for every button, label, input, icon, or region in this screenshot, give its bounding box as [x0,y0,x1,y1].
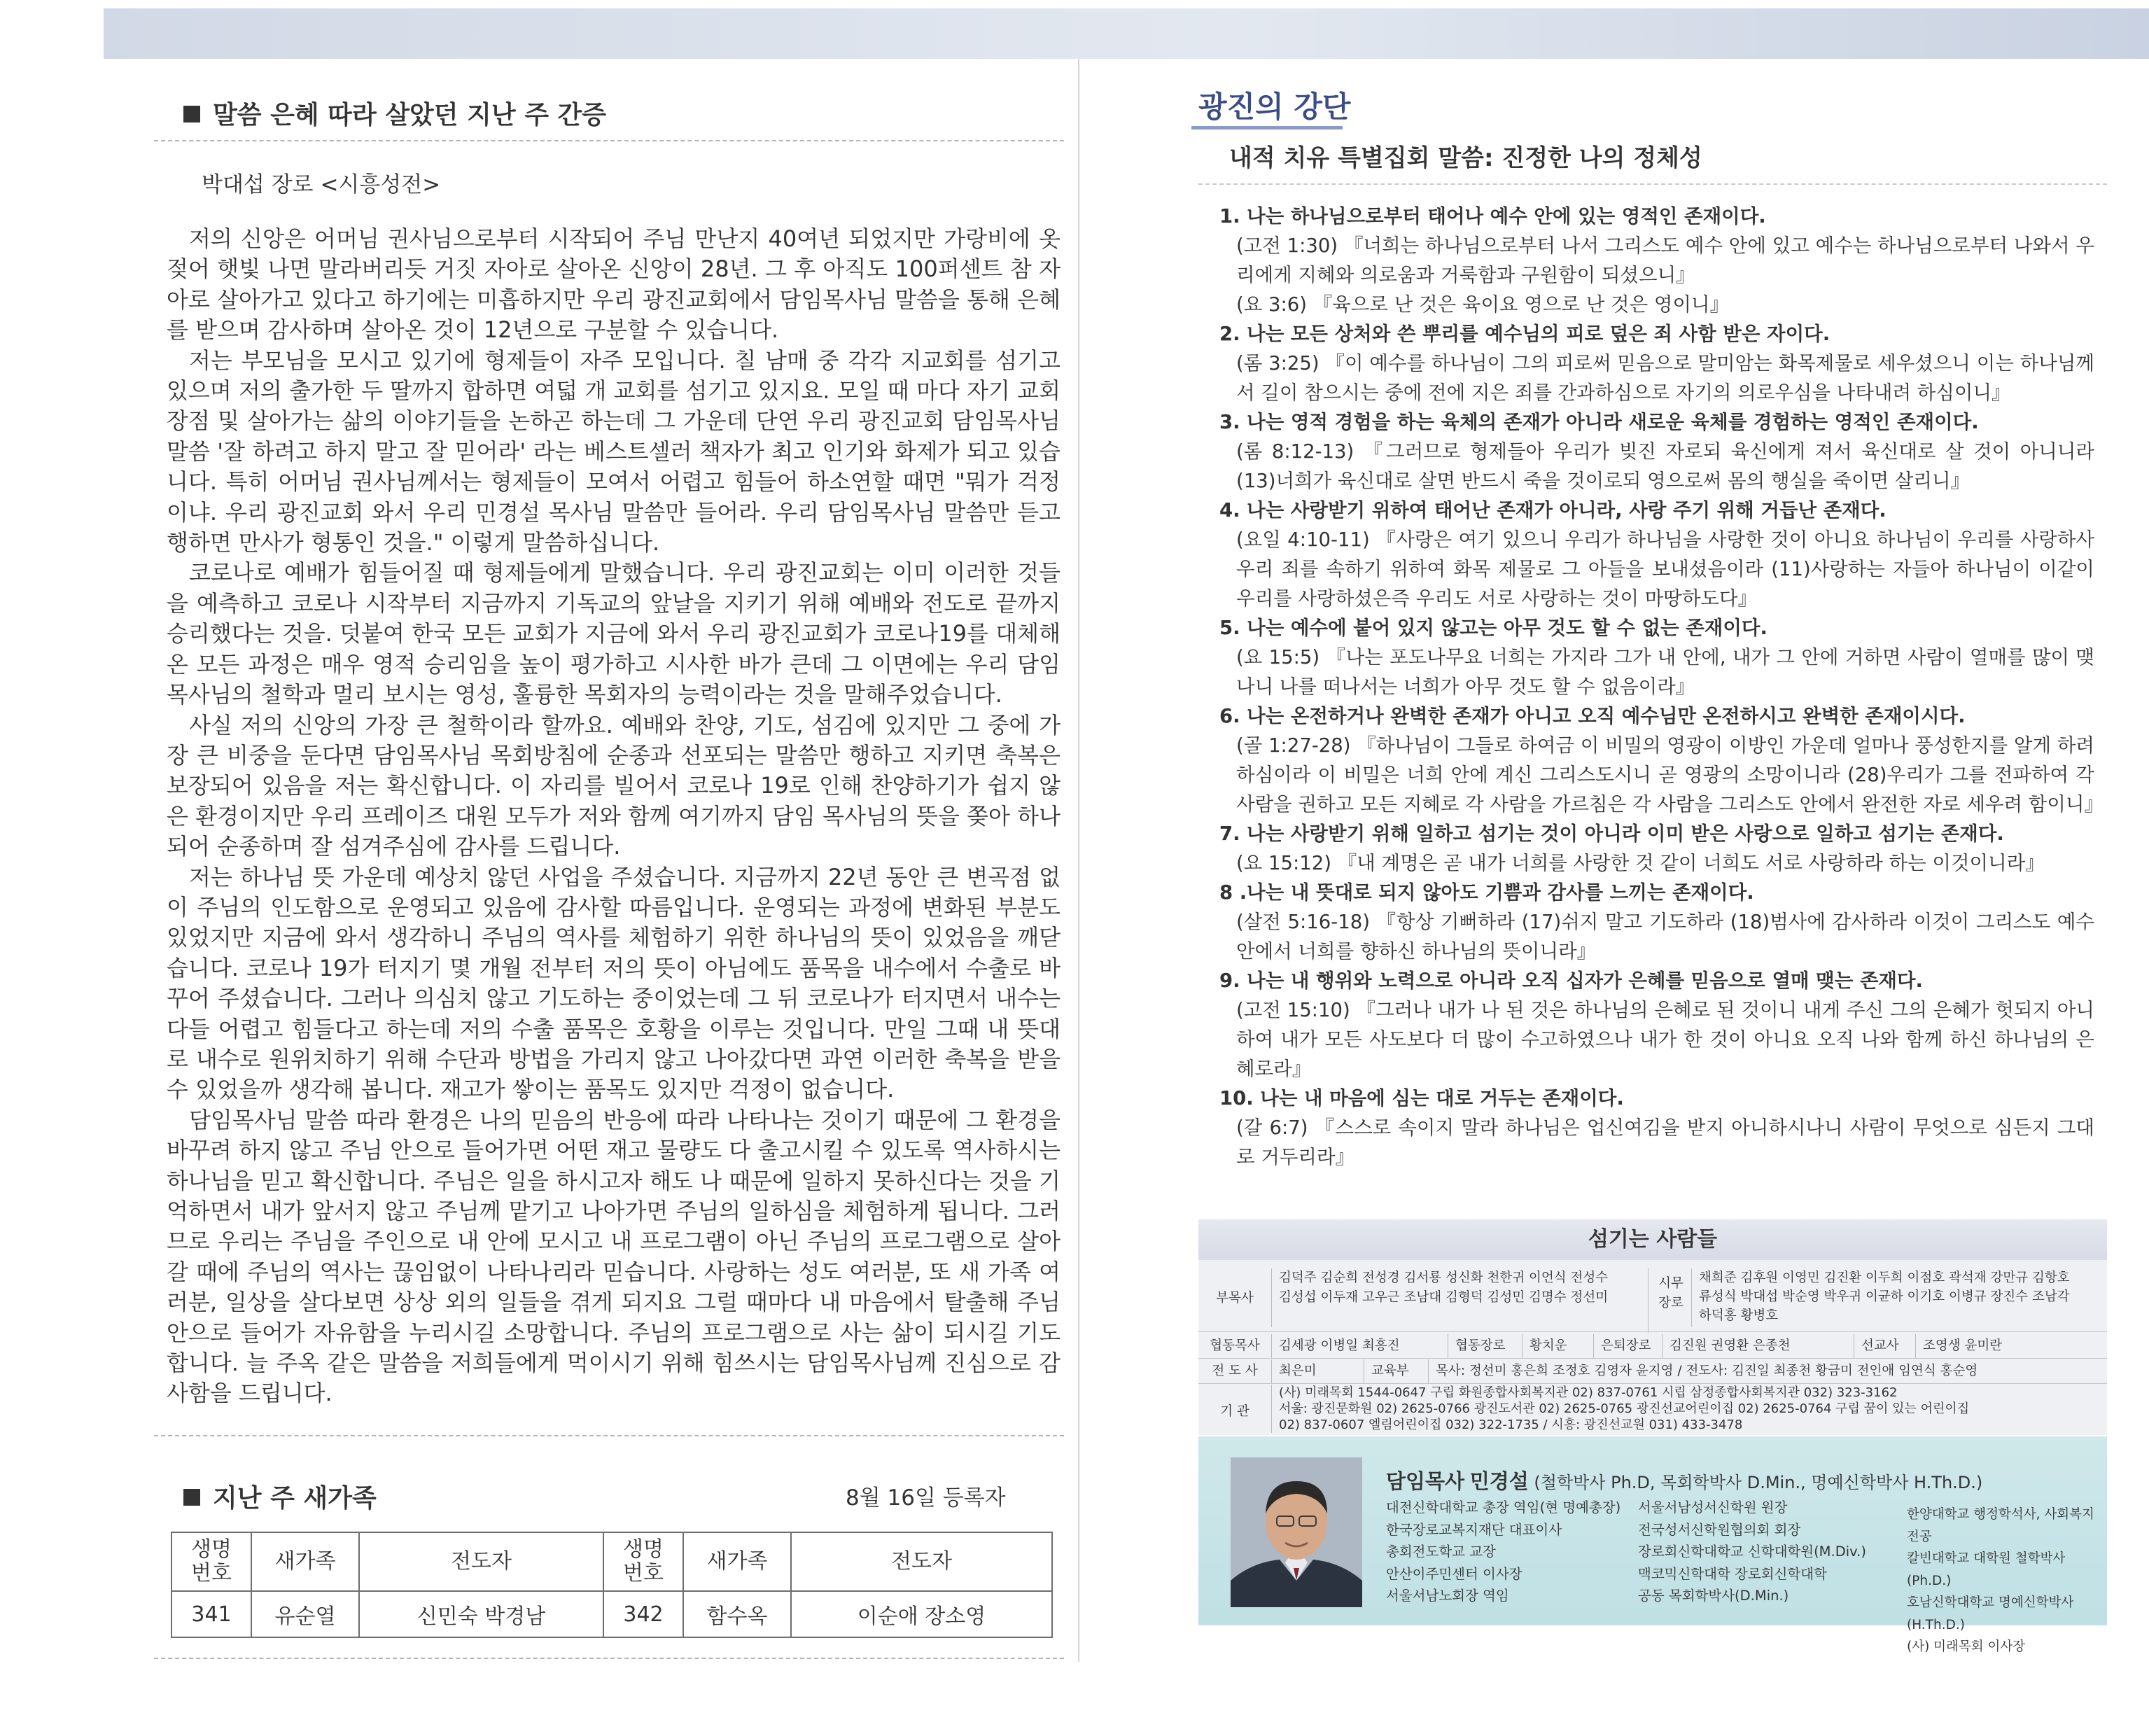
assoc-pastors-row [1198,1266,2107,1330]
institution-line: 02) 837-0607 엘림어린이집 032) 322-1735 / 시흥: 광진선교원 031) 433-3478 [1279,1418,1743,1432]
header-text: 생명 번호 [623,1537,664,1586]
column-header: 새가족 [683,1532,791,1591]
scripture-verse: (고전 1:30) 『너희는 하나님으로부터 나서 그리스도 예수 안에 있고 예수는 하나님으로부터 나와서 우리에게 지혜와 의로움과 거룩함과 구원함이 되셨으니』 [1236,234,2094,286]
item-heading: 10. 나는 내 마음에 심는 대로 거두는 존재이다. [1219,1087,1624,1110]
missionary-names: 조영생 윤미란 [1915,1334,2077,1358]
career-item: 서울서남노회장 역임 [1386,1588,1509,1604]
registration-date: 8월 16일 등록자 [846,1485,1006,1511]
pastor-career-col3 [1907,1504,2103,1658]
column-header: 전도자 [359,1532,603,1591]
row-label: 부목사 [1216,1291,1254,1306]
career-item: 한양대학교 행정학석사, 사회복지 전공 [1907,1507,2094,1544]
servers-box [1198,1219,2107,1435]
item-heading: 2. 나는 모든 상처와 쓴 뿌리를 예수님의 피로 덮은 죄 사함 받은 자이다. [1219,323,1830,345]
coop-row [1198,1334,2107,1358]
section-divider [154,1435,1064,1436]
table-cell: 함수옥 [683,1591,791,1637]
table-cell: 신민숙 박경남 [359,1591,603,1637]
column-divider [1078,59,1079,1662]
career-item: 공동 목회학박사(D.Min.) [1638,1588,1789,1604]
column-header [603,1532,683,1591]
coop-pastor-names: 김세광 이병일 최흥진 [1271,1334,1447,1358]
row-label: 교육부 [1364,1359,1427,1383]
scripture-verse: (갈 6:7) 『스스로 속이지 말라 하나님은 업신여김을 받지 아니하시나니 사람이 무엇으로 심든지 그대로 거두리라』 [1236,1116,2094,1168]
career-item: 장로회신학대학교 신학대학원(M.Div.) [1638,1544,1866,1560]
item-heading: 4. 나는 사랑받기 위하여 태어난 존재가 아니라, 사랑 주기 위해 거듭난 존재다. [1219,499,1886,522]
institution-line: 서울: 광진문화원 02) 2625-0766 광진도서관 02) 2625-0765 광진선교어린이집 02) 2625-0764 구립 꿈이 있는 어린이집 [1279,1401,1970,1416]
row-label: 협동장로 [1448,1334,1522,1358]
pastor-name: 민경설 [1469,1469,1529,1493]
institution-list [1271,1385,2105,1433]
pastor-photo [1231,1457,1362,1607]
subtitle-divider [1198,183,2107,185]
bottom-divider [154,1658,1064,1659]
institution-line: (사) 미래목회 1544-0647 구립 화원종합사회복지관 02) 837-0761 시립 삼정종합사회복지관 032) 323-3162 [1279,1385,1898,1400]
row-label: 전 도 사 [1212,1364,1258,1378]
column-header: 새가족 [251,1532,359,1591]
item-heading: 1. 나는 하나님으로부터 태어나 예수 안에 있는 영적인 존재이다. [1219,205,1766,227]
title-divider [154,140,1064,141]
testimony-paragraph: 사실 저의 신앙의 가장 큰 철학이라 할까요. 예배와 찬양, 기도, 섬김에 있지만 그 중에 가장 큰 비중을 둔다면 담임목사님 목회방침에 순종과 선포되는 말씀만 행하고 지키면 축복은 보장되어 있음을 저는 확신합니다. 이 자리를 빌어서 코로나 19로 인해 찬양하기가 쉽지 않은 환경이지만 우리 프레이즈 대원 모두가 저와 함께 여기까지 담임 목사님의 뜻을 쫒아 하나 되어 순종하며 잘 섬겨주심에 감사를 드립니다. [167,711,1060,860]
table-cell: 342 [603,1591,683,1637]
list-item [1219,878,2094,966]
item-heading: 9. 나는 내 행위와 노력으로 아니라 오직 십자가 은혜를 믿음으로 열매 맺는 존재다. [1219,969,1923,992]
portrait-image [1231,1457,1362,1607]
career-item: 대전신학대학교 총장 역임(현 명예총장) [1386,1499,1621,1516]
testimony-paragraph: 저의 신앙은 어머님 권사님으로부터 시작되어 주님 만난지 40여년 되었지만 가랑비에 옷 젖어 햇빛 나면 말라버리듯 거짓 자아로 살아온 신앙이 28년. 그 후 아직도 100퍼센트 참 자아로 살아가고 있다고 하기에는 미흡하지만 우리 광진교회에서 담임목사님 말씀을 통해 은혜를 받으며 감사하며 살아온 것이 12년으로 구분할 수 있습니다. [167,225,1060,344]
assoc-pastor-names [1271,1268,1650,1327]
list-item [1219,701,2104,819]
list-item [1219,819,2094,878]
row-label: 은퇴장로 [1593,1334,1661,1358]
table-cell: 이순애 장소영 [791,1591,1052,1637]
item-heading: 5. 나는 예수에 붙어 있지 않고는 아무 것도 할 수 없는 존재이다. [1219,617,1768,639]
career-item: 맥코믹신학대학 장로회신학대학 [1638,1565,1827,1582]
column-header [172,1532,251,1591]
sermon-subtitle: 내적 치유 특별집회 말씀: 진정한 나의 정체성 [1229,144,1702,172]
career-item: 서울서남성서신학원 원장 [1638,1499,1788,1516]
new-family-section-title [183,1478,377,1514]
table-cell: 유순열 [251,1591,359,1637]
list-item [1219,613,2094,701]
scripture-verse: (요일 4:10-11) 『사랑은 여기 있으니 우리가 하나님을 사랑한 것이 아니요 하나님이 우리를 사랑하사 우리 죄를 속하기 위하여 화목 제물로 그 아들을 보내셨음이라 (11)사랑하는 자들아 하나님이 이같이 우리를 사랑하셨은즉 우리도 서로 사랑하는 것이 마땅하도다』 [1236,528,2094,610]
servers-title: 섬기는 사람들 [1198,1219,2107,1260]
table-header-row [172,1532,1052,1591]
identity-list [1219,202,2104,1172]
table-row [172,1591,1052,1637]
name-line: 김덕주 김순희 전성경 김서룡 성신화 천한귀 이언식 전성수 [1279,1270,1609,1285]
career-item: 호남신학대학교 명예신학박사(H.Th.D.) [1907,1595,2074,1632]
institutions-row [1198,1385,2107,1435]
column-header: 전도자 [791,1532,1052,1591]
table-cell: 341 [172,1591,251,1637]
item-heading: 8 .나는 내 뜻대로 되지 않아도 기쁨과 감사를 느끼는 존재이다. [1219,881,1754,904]
testimony-paragraph: 코로나로 예배가 힘들어질 때 형제들에게 말했습니다. 우리 광진교회는 이미 이러한 것들을 예측하고 코로나 시작부터 지금까지 기독교의 앞날을 지키기 위해 예배와 전도로 끝까지 승리했다는 것을. 덧붙여 한국 모든 교회가 지금에 와서 우리 광진교회가 코로나19를 대체해온 모든 과정은 매우 영적 승리임을 높이 평가하고 시사한 바가 큰데 그 이면에는 우리 담임목사님의 철학과 멀리 보시는 영성, 훌륭한 목회자의 능력이라는 것을 말해주었습니다. [167,559,1060,708]
header-text: 생명 번호 [191,1537,232,1586]
testimony-section-title [183,95,606,131]
scripture-verse: (롬 3:25) 『이 예수를 하나님이 그의 피로써 믿음으로 말미암는 화목제물로 세우셨으니 이는 하나님께서 길이 참으시는 중에 전에 지은 죄를 간과하심으로 자기의 의로우심을 나타내려 하심이니』 [1236,352,2094,404]
career-item: 안산이주민센터 이사장 [1386,1565,1522,1582]
row-divider [1198,1383,2107,1384]
scripture-verse: (요 3:6) 『육으로 난 것은 육이요 영으로 난 것은 영이니』 [1236,293,1730,316]
name-line: 김성섭 이두재 고우근 조남대 김형덕 김성민 김명수 정선미 [1279,1290,1609,1305]
square-bullet-icon [183,106,200,122]
career-item: 총회전도학교 교장 [1386,1544,1496,1560]
list-item [1219,966,2094,1084]
title-underline [1191,126,1343,130]
testimony-body [167,224,1060,1409]
testimony-paragraph: 담임목사님 말씀 따라 환경은 나의 믿음의 반응에 따라 나타나는 것이기 때문에 그 환경을 바꾸려 하지 않고 주님 안으로 들어가면 어떤 재고 물량도 다 출고시킬 수 있도록 역사하시는 하나님을 믿고 확신합니다. 주님은 일을 하시고자 해도 나 때문에 일하지 못하신다는 것을 기억하면서 내가 앞서지 않고 주님께 맡기고 나아가면 주님의 일하심을 체험하게 됩니다. 그러므로 우리는 주님을 주인으로 내 안에 모시고 내 프로그램이 아닌 주님의 프로그램으로 살아갈 때에 주님의 역사는 끊임없이 나타나리라 믿습니다. 사랑하는 성도 여러분, 또 새 가족 여러분, 일상을 살다보면 상상 외의 일들을 겪게 되지요 그럴 때마다 내 마음에서 탈출해 주님 안으로 들어가 자유함을 누리시길 소망합니다. 주님의 프로그램으로 사는 삶이 되시길 기도합니다. 늘 주옥 같은 말씀을 저희들에게 먹이시기 위해 힘쓰시는 담임목사님께 진심으로 감사함을 드립니다. [167,1106,1060,1407]
column-title: 광진의 강단 [1198,90,1351,124]
testimony-paragraph: 저는 부모님을 모시고 있기에 형제들이 자주 모입니다. 칠 남매 중 각각 지교회를 섬기고 있으며 저의 출가한 두 딸까지 합하면 여덟 개 교회를 섬기고 있지요. 모일 때 마다 자기 교회 장점 및 살아가는 삶의 이야기들을 논하곤 하는데 그 가운데 단연 우리 광진교회 담임목사님 말씀 '잘 하려고 하지 말고 잘 믿어라' 라는 베스트셀러 책자가 최고 인기와 화제가 되고 있습니다. 특히 어머님 권사님께서는 형제들이 모여서 어렵고 힘들어 하소연할 때면 "뭐가 걱정이냐. 우리 광진교회 와서 우리 민경설 목사님 말씀만 들어라. 우리 담임목사님 말씀만 듣고 행하면 만사가 형통인 것을." 이렇게 말씀하십니다. [167,346,1060,556]
row-label: 기 관 [1220,1404,1250,1419]
item-heading: 3. 나는 영적 경험을 하는 육체의 존재가 아니라 새로운 육체를 경험하는 영적인 존재이다. [1219,411,1979,433]
row-divider [1198,1358,2107,1359]
career-item: 칼빈대학교 대학원 철학박사(Ph.D.) [1907,1551,2066,1588]
item-heading: 6. 나는 온전하거나 완벽한 존재가 아니고 오직 예수님만 온전하시고 완벽한 존재이시다. [1219,705,1966,727]
scripture-verse: (골 1:27-28) 『하나님이 그들로 하여금 이 비밀의 영광이 이방인 가운데 얼마나 풍성한지를 알게 하려 하심이라 이 비밀은 너희 안에 계신 그리스도시니 곧 영광의 소망이니라 (28)우리가 그를 전파하여 각 사람을 권하고 모든 지혜로 각 사람을 가르침은 각 사람을 그리스도 안에서 완전한 자로 세우려 함이니』 [1236,734,2104,816]
row-divider [1198,1331,2107,1332]
coop-elder-names: 황치운 [1522,1334,1592,1358]
testimony-paragraph: 저는 하나님 뜻 가운데 예상치 않던 사업을 주셨습니다. 지금까지 22년 동안 큰 변곡점 없이 주님의 인도함으로 운영되고 있음에 감사할 따름입니다. 운영되는 과정에 변화된 부분도 있었지만 지금에 와서 생각하니 주님의 역사를 체험하기 위한 하나님의 뜻이 있었음을 깨닫습니다. 코로나 19가 터지기 몇 개월 전부터 저의 뜻이 아님에도 품목을 내수에서 수출로 바꾸어 주셨습니다. 그러나 의심치 않고 기도하는 중이었는데 그 뒤 코로나가 터지면서 내수는 다들 어렵고 힘들다고 하는데 저의 수출 품목은 호황을 이루는 것입니다. 만일 그때 내 뜻대로 내수로 원위치하기 위해 수단과 방법을 가리지 않고 나아갔다면 과연 이러한 축복을 받을 수 있었을까 생각해 봅니다. 재고가 쌓이는 품목도 있지만 걱정이 없습니다. [167,863,1060,1103]
name-line: 하덕홍 황병호 [1699,1308,1779,1323]
name-line: 류성식 박대섭 박순영 박우귀 이균하 이기호 이병규 장진수 조남각 [1699,1289,2070,1304]
elder-names [1691,1268,2108,1327]
row-label: 시무 장로 [1648,1268,1686,1333]
pastor-label: 담임목사 [1386,1469,1465,1493]
row-label: 협동목사 [1210,1338,1260,1353]
career-item: (사) 미래목회 이사장 [1907,1639,2026,1654]
list-item [1219,202,2094,319]
testimony-title-text: 말씀 은혜 따라 살았던 지난 주 간증 [213,101,607,130]
scripture-verse: (요 15:5) 『나는 포도나무요 너희는 가지라 그가 내 안에, 내가 그 안에 거하면 사람이 열매를 많이 맺나니 나를 떠나서는 너희가 아무 것도 할 수 없음이라』 [1236,646,2094,698]
scripture-verse: (롬 8:12-13) 『그러므로 형제들아 우리가 빚진 자로되 육신에게 져서 육신대로 살 것이 아니니라 (13)너희가 육신대로 살면 반드시 죽을 것이로되 영으로써 몸의 행실을 죽이면 살리니』 [1236,440,2094,492]
education-staff-names: 목사: 정선미 홍은희 조정호 김영자 윤지영 / 전도사: 김진일 최종천 황금미 전인애 임연식 홍순영 [1428,1359,2094,1383]
name-line: 채희준 김후원 이영민 김진환 이두희 이점호 곽석재 강만규 김항호 [1699,1270,2070,1285]
scripture-verse: (요 15:12) 『내 계명은 곧 내가 너희를 사랑한 것 같이 너희도 서로 사랑하라 하는 이것이니라』 [1236,852,2045,874]
retired-elder-names: 김진원 권영환 은종천 [1662,1334,1851,1358]
pastor-career-col2 [1638,1497,1904,1607]
new-family-title-text: 지난 주 새가족 [213,1484,377,1513]
square-bullet-icon [183,1489,200,1506]
list-item [1219,407,2094,496]
pastor-name-line [1386,1466,1982,1494]
list-item [1219,496,2094,613]
top-banner-strip [104,8,2149,59]
row-label: 선교사 [1854,1334,1914,1358]
testimony-author: 박대섭 장로 <시흥성전> [202,172,441,197]
scripture-verse: (살전 5:16-18) 『항상 기뻐하라 (17)쉬지 말고 기도하라 (18)범사에 감사하라 이것이 그리스도 예수 안에서 너희를 향하신 하나님의 뜻이니라』 [1236,911,2094,962]
pastor-degrees: (철학박사 Ph.D, 목회학박사 D.Min., 명예신학박사 H.Th.D.) [1534,1473,1983,1492]
evangelist-name: 최은미 [1271,1359,1363,1383]
new-family-table [171,1532,1053,1638]
pastor-career-col1 [1386,1497,1638,1607]
evangelist-row [1198,1359,2107,1383]
career-item: 전국성서신학원협의회 회장 [1638,1521,1801,1538]
career-item: 한국장로교복지재단 대표이사 [1386,1521,1562,1538]
pastor-profile-box [1198,1436,2107,1654]
scripture-verse: (고전 15:10) 『그러나 내가 나 된 것은 하나님의 은혜로 된 것이니 내게 주신 그의 은혜가 헛되지 아니하여 내가 모든 사도보다 더 많이 수고하였으나 내가 한 것이 아니요 오직 나와 함께 하신 하나님의 은혜로라』 [1236,999,2094,1080]
item-heading: 7. 나는 사랑받기 위해 일하고 섬기는 것이 아니라 이미 받은 사랑으로 일하고 섬기는 존재다. [1219,822,2004,845]
list-item [1219,1084,2094,1172]
list-item [1219,319,2094,407]
